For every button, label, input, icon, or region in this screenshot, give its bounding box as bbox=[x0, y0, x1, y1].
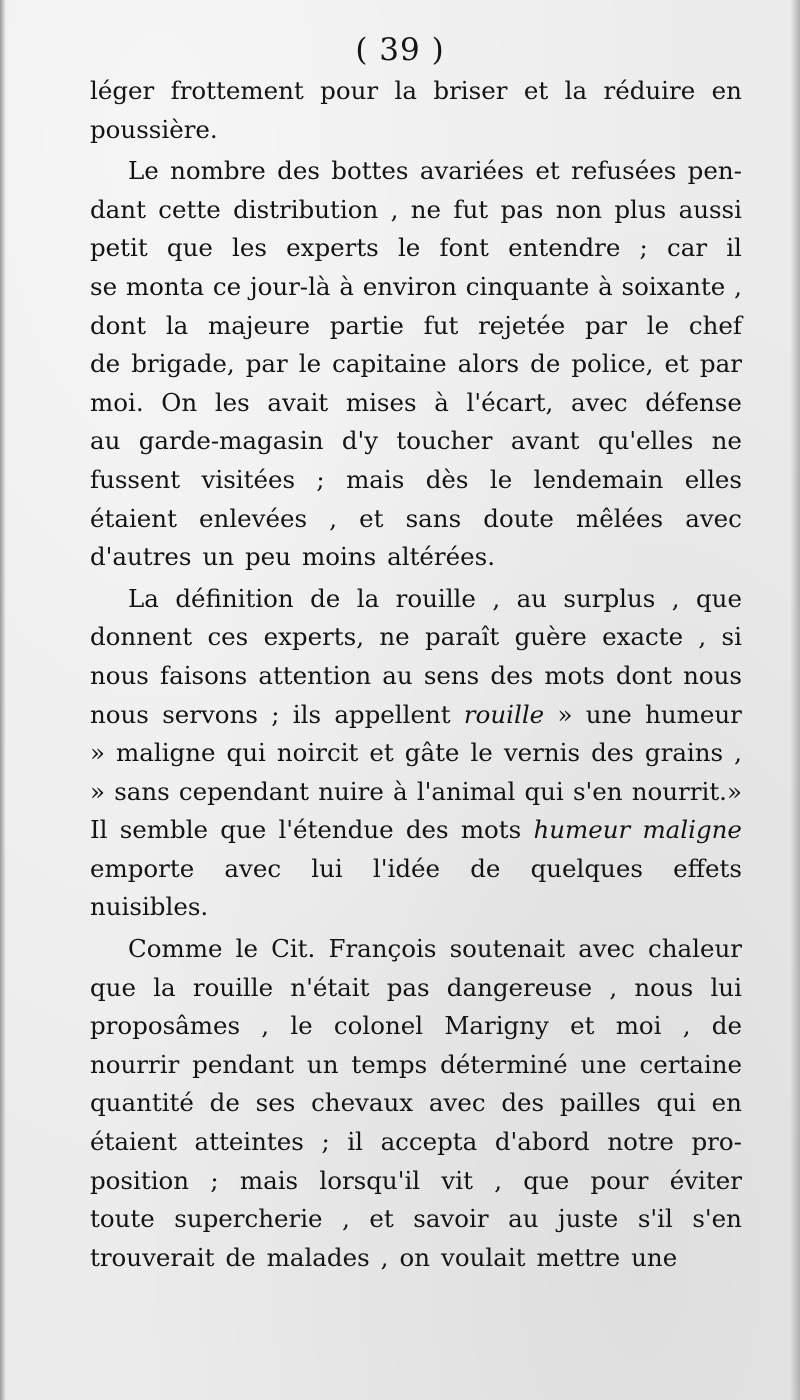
text-line bbox=[90, 191, 742, 230]
word: les bbox=[214, 387, 250, 417]
word: police, bbox=[571, 349, 654, 379]
word: de bbox=[310, 583, 341, 613]
text-line bbox=[90, 773, 742, 812]
word: ne bbox=[711, 426, 742, 456]
word: de bbox=[209, 1088, 240, 1118]
word: fut bbox=[423, 310, 459, 340]
text-line bbox=[90, 1007, 742, 1046]
word: d'y bbox=[341, 426, 379, 456]
word: par bbox=[585, 310, 628, 340]
word: qui bbox=[226, 738, 266, 768]
text-line bbox=[90, 72, 742, 111]
word: pailles bbox=[559, 1088, 641, 1118]
word: à bbox=[598, 271, 613, 301]
word: noircit bbox=[276, 738, 359, 768]
word: qui bbox=[524, 776, 564, 806]
text-line bbox=[90, 307, 742, 346]
word: la bbox=[153, 972, 176, 1002]
word: nombre bbox=[170, 156, 266, 186]
word: avec bbox=[428, 1088, 486, 1118]
word: enlevées bbox=[199, 503, 308, 533]
word: Comme bbox=[128, 934, 223, 964]
word: experts, bbox=[263, 622, 364, 652]
word: vernis bbox=[503, 738, 581, 768]
word: et bbox=[359, 503, 384, 533]
text-line bbox=[90, 384, 742, 423]
word: maligne bbox=[642, 815, 742, 845]
word: ; bbox=[271, 699, 280, 729]
word: le bbox=[646, 310, 670, 340]
word: pour bbox=[590, 1165, 649, 1195]
word: trouverait bbox=[90, 1242, 215, 1272]
word: et bbox=[369, 738, 394, 768]
word: exacte bbox=[602, 622, 684, 652]
word: nuisibles. bbox=[90, 892, 209, 922]
word: voulait bbox=[441, 1242, 526, 1272]
text-line bbox=[90, 657, 742, 696]
word: humeur bbox=[533, 815, 631, 845]
word: nous bbox=[90, 699, 149, 729]
word: fussent bbox=[90, 464, 181, 494]
word: un bbox=[306, 1049, 339, 1079]
word: accepta bbox=[380, 1127, 478, 1157]
word: le bbox=[397, 233, 421, 263]
text-line bbox=[90, 734, 742, 773]
word: , bbox=[390, 194, 399, 224]
paragraph bbox=[90, 580, 742, 927]
word: ; bbox=[321, 1127, 330, 1157]
word: mais bbox=[239, 1165, 299, 1195]
text-line bbox=[90, 1200, 742, 1239]
word: au bbox=[90, 426, 121, 456]
word: cependant bbox=[178, 776, 310, 806]
word: entendre bbox=[508, 233, 621, 263]
word: le bbox=[470, 738, 493, 768]
word: dant bbox=[90, 194, 146, 224]
word: La bbox=[128, 583, 159, 613]
word: ses bbox=[255, 1088, 296, 1118]
word: pas bbox=[386, 972, 430, 1002]
word: le bbox=[298, 349, 322, 379]
word: l'étendue bbox=[278, 815, 394, 845]
word: , bbox=[609, 972, 618, 1002]
word: aussi bbox=[678, 194, 742, 224]
word: il bbox=[347, 1127, 363, 1157]
word: humeur bbox=[645, 699, 742, 729]
word: que bbox=[166, 233, 213, 263]
word: réduire bbox=[603, 76, 696, 105]
word: lui bbox=[710, 972, 742, 1002]
word: supercherie bbox=[174, 1204, 323, 1234]
word: sans bbox=[114, 776, 170, 806]
word: environ bbox=[362, 271, 457, 301]
word: dès bbox=[425, 464, 469, 494]
word: refusées bbox=[571, 156, 677, 186]
word: d'abord bbox=[494, 1127, 590, 1157]
word: par bbox=[245, 349, 288, 379]
word: position bbox=[90, 1165, 190, 1195]
word: faisons bbox=[160, 660, 248, 690]
text-line bbox=[90, 696, 742, 735]
text-line bbox=[90, 152, 742, 191]
word: moi bbox=[615, 1011, 662, 1041]
word: s'il bbox=[637, 1204, 673, 1234]
word: la bbox=[564, 76, 588, 105]
word: pas bbox=[500, 194, 544, 224]
word: et bbox=[523, 76, 549, 105]
word: nourrit.» bbox=[631, 776, 742, 806]
word: nous bbox=[634, 972, 694, 1002]
text-line bbox=[90, 1046, 742, 1085]
word: si bbox=[721, 622, 742, 652]
text-line bbox=[90, 811, 742, 850]
word: mises bbox=[345, 387, 417, 417]
page-number: ( 39 ) bbox=[355, 32, 445, 68]
word: le bbox=[235, 934, 258, 964]
word: une bbox=[585, 699, 632, 729]
word: , bbox=[734, 738, 742, 768]
word: un bbox=[202, 542, 234, 572]
word: car bbox=[666, 233, 708, 263]
word: la bbox=[356, 583, 380, 613]
word: proposâmes bbox=[90, 1011, 241, 1041]
word: atteintes bbox=[194, 1127, 304, 1157]
word: la bbox=[394, 76, 417, 105]
word: à bbox=[339, 271, 354, 301]
word: au bbox=[382, 660, 413, 690]
word: l'écart, bbox=[466, 387, 554, 417]
word: qui bbox=[656, 1088, 696, 1118]
word: certaine bbox=[639, 1049, 742, 1079]
word: altérées. bbox=[387, 542, 495, 572]
word: petit bbox=[90, 233, 148, 263]
word: déterminé bbox=[440, 1049, 568, 1079]
word: avec bbox=[685, 503, 742, 533]
word: appellent bbox=[334, 699, 451, 729]
word: cinquante bbox=[465, 271, 590, 301]
page-edge-left bbox=[0, 0, 6, 1400]
word: ; bbox=[639, 233, 648, 263]
word: majeure bbox=[208, 310, 310, 340]
word: en bbox=[711, 1088, 742, 1118]
word: toucher bbox=[396, 426, 493, 456]
word: font bbox=[439, 233, 489, 263]
word: au bbox=[508, 1204, 539, 1234]
word: avariées bbox=[419, 156, 525, 186]
word: et bbox=[369, 1204, 394, 1234]
word: les bbox=[232, 233, 267, 263]
word: » bbox=[90, 776, 105, 806]
word: guère bbox=[514, 622, 587, 652]
word: mêlées bbox=[575, 503, 664, 533]
word: pen- bbox=[687, 156, 742, 186]
word: de bbox=[530, 349, 561, 379]
word: garde-magasin bbox=[138, 426, 324, 456]
word: pour bbox=[320, 76, 379, 105]
text-line bbox=[90, 268, 742, 307]
word: avait bbox=[267, 387, 329, 417]
word: mots bbox=[544, 660, 605, 690]
word: lendemain bbox=[533, 464, 664, 494]
word: lorsqu'il bbox=[319, 1165, 421, 1195]
body-text bbox=[90, 72, 742, 1277]
word: nous bbox=[90, 660, 149, 690]
text-line bbox=[90, 461, 742, 500]
word: rouille bbox=[463, 699, 545, 729]
text-line bbox=[90, 345, 742, 384]
word: moins bbox=[301, 542, 377, 572]
word: mettre bbox=[536, 1242, 621, 1272]
word: Il bbox=[90, 815, 108, 845]
word: d'autres bbox=[90, 542, 192, 572]
word: par bbox=[699, 349, 742, 379]
word: de bbox=[711, 1011, 742, 1041]
word: nous bbox=[683, 660, 742, 690]
paragraph bbox=[90, 72, 742, 149]
paragraph bbox=[90, 930, 742, 1277]
word: temps bbox=[351, 1049, 428, 1079]
word: ne bbox=[410, 194, 442, 224]
word: en bbox=[711, 76, 742, 105]
word: qu'elles bbox=[597, 426, 694, 456]
text-line bbox=[90, 888, 742, 927]
text-line bbox=[90, 1239, 742, 1278]
word: rejetée bbox=[478, 310, 566, 340]
word: , bbox=[682, 1011, 691, 1041]
word: cette bbox=[158, 194, 221, 224]
word: au bbox=[516, 583, 547, 613]
word: distribution bbox=[233, 194, 379, 224]
word: jour-là bbox=[249, 271, 331, 301]
word: que bbox=[220, 815, 267, 845]
word: pendant bbox=[192, 1049, 295, 1079]
text-line bbox=[90, 1084, 742, 1123]
word: pro- bbox=[691, 1127, 742, 1157]
word: notre bbox=[607, 1127, 674, 1157]
word: colonel bbox=[333, 1011, 424, 1041]
text-line bbox=[90, 111, 742, 150]
word: lui bbox=[311, 853, 343, 883]
word: de bbox=[90, 349, 121, 379]
word: il bbox=[726, 233, 742, 263]
word: briser bbox=[433, 76, 508, 105]
word: le bbox=[489, 464, 513, 494]
word: dont bbox=[90, 310, 147, 340]
word: , bbox=[698, 622, 707, 652]
word: des bbox=[591, 738, 634, 768]
word: éviter bbox=[669, 1165, 742, 1195]
word: des bbox=[501, 1088, 545, 1118]
word: et bbox=[535, 156, 560, 186]
word: et bbox=[664, 349, 689, 379]
word: capitaine bbox=[332, 349, 447, 379]
word: des bbox=[405, 815, 449, 845]
word: étaient bbox=[90, 503, 177, 533]
word: avec bbox=[570, 387, 628, 417]
word: de bbox=[470, 853, 501, 883]
word: maligne bbox=[116, 738, 216, 768]
word: que bbox=[696, 583, 742, 613]
word: l'animal bbox=[416, 776, 516, 806]
word: à bbox=[393, 776, 408, 806]
word: avec bbox=[578, 934, 635, 964]
word: peu bbox=[245, 542, 291, 572]
text-line bbox=[90, 850, 742, 889]
text-line bbox=[90, 229, 742, 268]
word: , bbox=[492, 583, 501, 613]
word: partie bbox=[329, 310, 404, 340]
word: nourrir bbox=[90, 1049, 180, 1079]
word: doute bbox=[483, 503, 554, 533]
word: chevaux bbox=[311, 1088, 414, 1118]
word: alors bbox=[457, 349, 520, 379]
word: fut bbox=[453, 194, 489, 224]
word: malades bbox=[266, 1242, 370, 1272]
word: à bbox=[434, 387, 449, 417]
word: léger bbox=[90, 76, 155, 105]
paragraph bbox=[90, 152, 742, 577]
page-edge-right bbox=[790, 0, 800, 1400]
word: surplus bbox=[563, 583, 656, 613]
word: l'idée bbox=[372, 853, 441, 883]
word: brigade, bbox=[131, 349, 235, 379]
word: sans bbox=[405, 503, 462, 533]
word: on bbox=[399, 1242, 430, 1272]
text-line bbox=[90, 500, 742, 539]
word: toute bbox=[90, 1204, 155, 1234]
word: ; bbox=[210, 1165, 219, 1195]
word: paraît bbox=[424, 622, 500, 652]
word: elles bbox=[684, 464, 742, 494]
word: poussière. bbox=[90, 114, 218, 144]
word: mais bbox=[346, 464, 405, 494]
word: servons bbox=[162, 699, 258, 729]
word: quelques bbox=[530, 853, 643, 883]
word: soixante bbox=[621, 271, 726, 301]
text-line bbox=[90, 618, 742, 657]
word: dangereuse bbox=[446, 972, 593, 1002]
word: chef bbox=[688, 310, 742, 340]
word: monta bbox=[125, 271, 205, 301]
word: On bbox=[161, 387, 198, 417]
word: avec bbox=[224, 853, 282, 883]
word: de bbox=[225, 1242, 256, 1272]
word: ils bbox=[292, 699, 322, 729]
word: la bbox=[165, 310, 189, 340]
word: François bbox=[328, 934, 437, 964]
word: ce bbox=[212, 271, 242, 301]
word: que bbox=[90, 972, 136, 1002]
word: n'était bbox=[290, 972, 370, 1002]
word: ; bbox=[316, 464, 325, 494]
word: plus bbox=[614, 194, 667, 224]
word: attention bbox=[258, 660, 372, 690]
word: des bbox=[490, 660, 534, 690]
word: , bbox=[494, 1165, 502, 1195]
word: défense bbox=[645, 387, 742, 417]
word: , bbox=[342, 1204, 350, 1234]
text-line bbox=[90, 538, 742, 577]
word: une bbox=[631, 1242, 678, 1272]
word: savoir bbox=[413, 1204, 489, 1234]
word: rouille bbox=[192, 972, 274, 1002]
word: , bbox=[329, 503, 337, 533]
word: Marigny bbox=[444, 1011, 549, 1041]
text-line bbox=[90, 1162, 742, 1201]
word: avant bbox=[510, 426, 580, 456]
text-line bbox=[90, 969, 742, 1008]
word: Le bbox=[128, 156, 159, 186]
word: » bbox=[557, 699, 573, 729]
word: » bbox=[90, 738, 105, 768]
word: chaleur bbox=[648, 934, 742, 964]
word: , bbox=[734, 271, 742, 301]
word: juste bbox=[558, 1204, 619, 1234]
word: étaient bbox=[90, 1127, 177, 1157]
word: , bbox=[261, 1011, 270, 1041]
word: et bbox=[570, 1011, 595, 1041]
word: , bbox=[380, 1242, 389, 1272]
text-line bbox=[90, 1123, 742, 1162]
word: donnent bbox=[90, 622, 193, 652]
word: emporte bbox=[90, 853, 195, 883]
word: non bbox=[555, 194, 602, 224]
word: effets bbox=[673, 853, 742, 883]
word: visitées bbox=[201, 464, 296, 494]
word: experts bbox=[286, 233, 379, 263]
word: frottement bbox=[170, 76, 304, 105]
word: rouille bbox=[395, 583, 476, 613]
word: se bbox=[90, 271, 118, 301]
word: , bbox=[671, 583, 680, 613]
word: Cit. bbox=[271, 934, 316, 964]
word: gâte bbox=[404, 738, 460, 768]
word: s'en bbox=[692, 1204, 742, 1234]
word: que bbox=[523, 1165, 570, 1195]
word: grains bbox=[644, 738, 724, 768]
word: ces bbox=[207, 622, 249, 652]
word: quantité bbox=[90, 1088, 194, 1118]
word: dont bbox=[615, 660, 672, 690]
word: soutenait bbox=[449, 934, 566, 964]
word: moi. bbox=[90, 387, 144, 417]
text-line bbox=[90, 930, 742, 969]
word: le bbox=[290, 1011, 313, 1041]
word: s'en bbox=[572, 776, 623, 806]
word: des bbox=[277, 156, 320, 186]
word: ne bbox=[379, 622, 410, 652]
word: vit bbox=[441, 1165, 473, 1195]
word: une bbox=[580, 1049, 627, 1079]
word: définition bbox=[175, 583, 294, 613]
word: nuire bbox=[318, 776, 384, 806]
text-line bbox=[90, 580, 742, 619]
word: bottes bbox=[331, 156, 409, 186]
word: semble bbox=[119, 815, 209, 845]
text-line bbox=[90, 422, 742, 461]
word: mots bbox=[460, 815, 522, 845]
word: sens bbox=[423, 660, 480, 690]
